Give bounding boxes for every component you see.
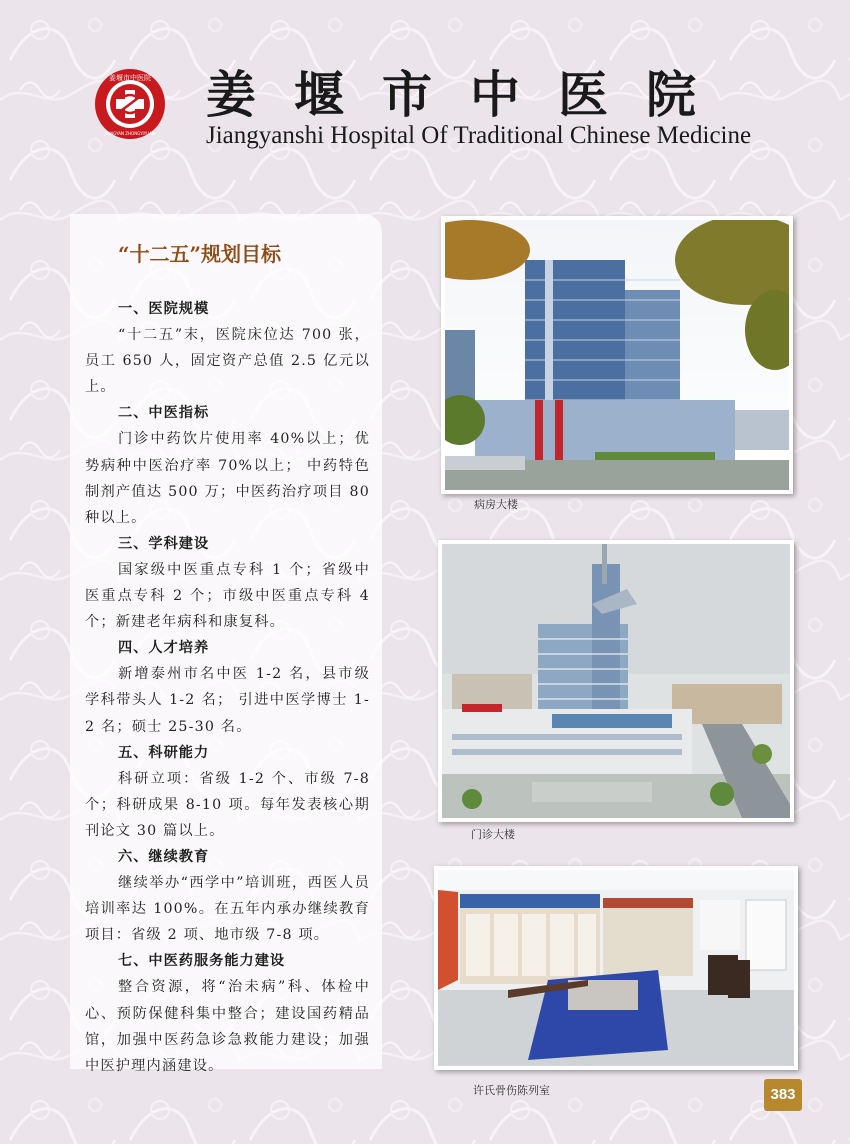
section-title: 三、学科建设 <box>118 535 210 552</box>
section-title: 七、中医药服务能力建设 <box>118 953 286 970</box>
section-text: 新增泰州市名中医 1-2 名，县市级学科带头人 1-2 名； 引进中医学博士 1-2 名；硕士 25-30 名。 <box>85 666 370 735</box>
svg-text:姜堰市中医院: 姜堰市中医院 <box>109 74 151 82</box>
section-text: 门诊中药饮片使用率 40%以上；优势病种中医治疗率 70%以上； 中药特色制剂产值达 500 万；中医药治疗项目 80 种以上。 <box>85 431 370 526</box>
section-title: 六、继续教育 <box>118 848 210 865</box>
section-text: 国家级中医重点专科 1 个；省级中医重点专科 2 个；市级中医重点专科 4 个；新建老年病科和康复科。 <box>85 561 370 631</box>
photo-caption: 门诊大楼 <box>471 828 515 841</box>
photo-outpatient-building <box>438 540 794 822</box>
plan-heading: “十二五”规划目标 <box>118 242 282 266</box>
photo-ward-building <box>441 216 793 494</box>
section-title: 四、人才培养 <box>118 640 210 657</box>
photo-caption: 病房大楼 <box>474 498 518 511</box>
hospital-title-english: Jiangyanshi Hospital Of Traditional Chinese Medicine <box>206 122 752 149</box>
photo-exhibition-room <box>434 866 798 1070</box>
page-number: 383 <box>764 1079 802 1111</box>
plan-body <box>85 296 370 1079</box>
section-title: 一、医院规模 <box>118 301 210 317</box>
hospital-logo <box>94 68 166 140</box>
section-title: 二、中医指标 <box>118 405 210 422</box>
section-text: 继续举办“西学中”培训班，西医人员培训率达 100%。在五年内承办继续教育项目：省级 2 项、地市级 7-8 项。 <box>85 875 370 944</box>
section-title: 五、科研能力 <box>118 744 210 761</box>
hospital-title-chinese: 姜堰市中医院 <box>206 65 734 124</box>
photo-caption: 许氏骨伤陈列室 <box>473 1084 550 1097</box>
svg-text:JIANGYAN ZHONGYIYUAN: JIANGYAN ZHONGYIYUAN <box>105 131 155 136</box>
section-text: 科研立项：省级 1-2 个、市级 7-8 个；科研成果 8-10 项。每年发表核心期刊论文 30 篇以上。 <box>85 770 370 839</box>
section-text: 整合资源，将“治未病”科、体检中心、预防保健科集中整合；建设国药精品馆，加强中医药急诊急救能力建设；加强中医护理内涵建设。 <box>85 979 370 1074</box>
section-text: “十二五”末，医院床位达 700 张，员工 650 人，固定资产总值 2.5 亿元以上。 <box>85 327 370 396</box>
